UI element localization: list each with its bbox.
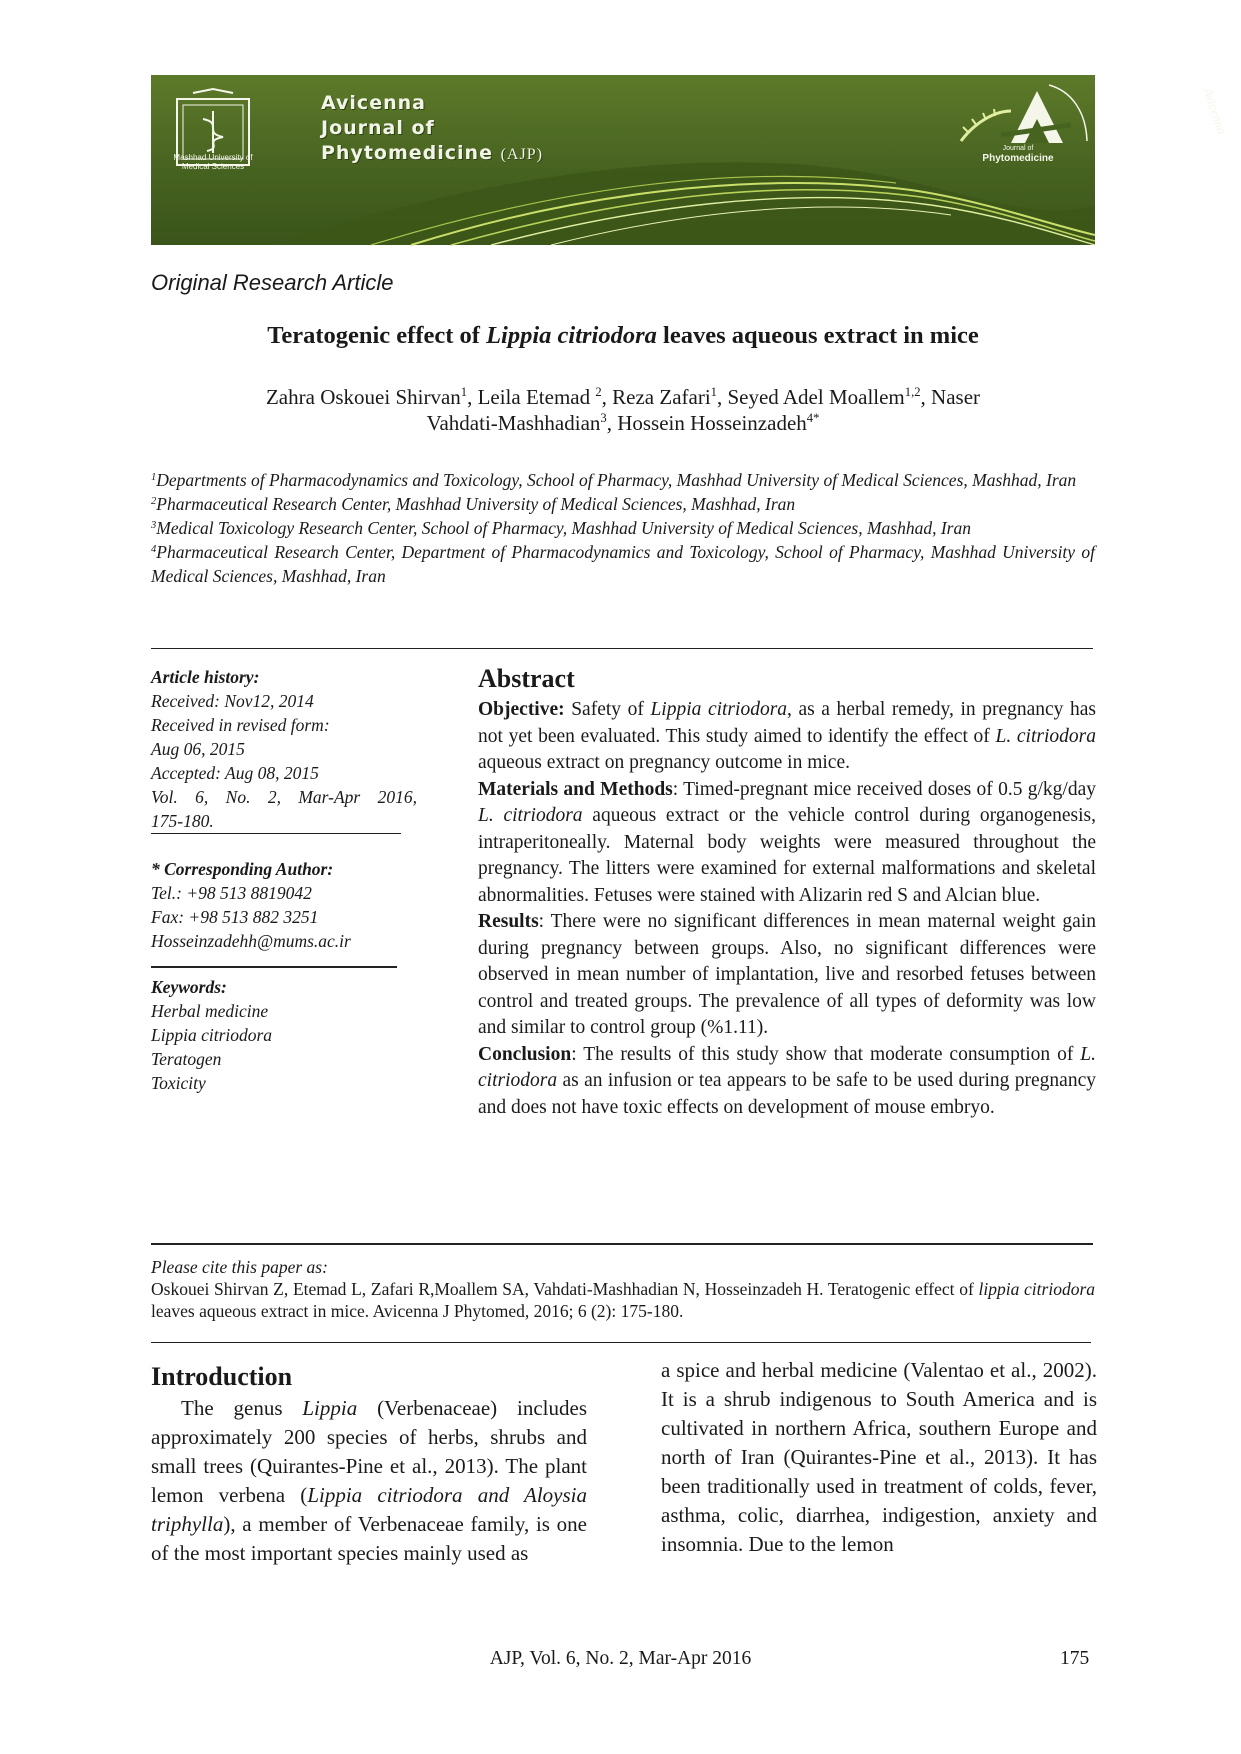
university-seal-icon (167, 89, 259, 207)
citation-pre: Oskouei Shirvan Z, Etemad L, Zafari R,Moallem SA, Vahdati-Mashhadian N, Hosseinzadeh H. Teratogenic effect of (151, 1279, 979, 1299)
author-2: , Leila Etemad (467, 385, 596, 409)
divider-history (151, 833, 401, 834)
title-species: Lippia citriodora (486, 322, 657, 349)
journal-banner (151, 75, 1230, 245)
methods-text: aqueous extract or the vehicle control during organogenesis, intraperitoneally. Maternal body weights were measured throughout the pregnancy. The litters were examined for external malformations and skeletal abnormalities. Fetuses were stained with Alizarin red S and Alcian blue. (478, 805, 1096, 906)
journal-name (321, 91, 543, 167)
objective-species: L. citriodora (995, 725, 1096, 747)
abstract-heading: Abstract (478, 664, 575, 693)
affiliation-2 (151, 492, 1095, 516)
affiliation-1 (151, 468, 1095, 492)
conclusion-text: : The results of this study show that moderate consumption of (571, 1043, 1081, 1065)
citation-text (151, 1278, 1095, 1322)
citation-label: Please cite this paper as: (151, 1257, 328, 1277)
history-heading: Article history: (151, 667, 260, 687)
author-3-affil: 1 (710, 385, 717, 400)
affiliations (151, 468, 1095, 588)
results-label: Results (478, 911, 539, 932)
corresponding-tel: Tel.: +98 513 8819042 (151, 883, 312, 903)
citation-post: leaves aqueous extract in mice. Avicenna J Phytomed, 2016; 6 (2): 175-180. (151, 1301, 684, 1321)
seal-caption: Mashhad University of Medical Sciences (173, 153, 253, 171)
history-pages: 175-180. (151, 811, 214, 831)
keyword-item: Teratogen (151, 1049, 222, 1069)
author-list (151, 384, 1095, 436)
intro-text: (Verbenaceae) includes approximately 200 species of herbs, shrubs and small trees (Quirantes-Pine et al., 2013). The plant lemon verbena ( (151, 1396, 587, 1507)
objective-species: Lippia citriodora (650, 699, 788, 720)
conclusion-text: as an infusion or tea appears to be safe to be used during pregnancy and does not have toxic effects on development of mouse embryo. (478, 1070, 1096, 1118)
journal-name-line1: Avicenna (321, 92, 426, 114)
affiliation-4 (151, 540, 1095, 588)
objective-text: , as a herbal remedy, in pregnancy has not yet been evaluated. This study aimed to identify the effect of (478, 699, 1096, 747)
author-5-last: Vahdati-Mashhadian (426, 411, 601, 435)
paper-title (151, 322, 1095, 350)
logo-caption-small: Journal of (1002, 145, 1034, 152)
page-number: 175 (1060, 1648, 1090, 1669)
citation-block (151, 1256, 1095, 1322)
history-received: Received: Nov12, 2014 (151, 691, 314, 711)
methods-text: : Timed-pregnant mice received doses of 0.5 g/kg/day (672, 778, 1096, 800)
affiliation-3 (151, 516, 1095, 540)
author-1: Zahra Oskouei Shirvan (265, 385, 461, 409)
history-accepted: Accepted: Aug 08, 2015 (151, 763, 319, 783)
affiliation-4-text: Pharmaceutical Research Center, Department of Pharmacodynamics and Toxicology, School of Pharmacy, Mashhad University of Medical Sciences, Mashhad, Iran (151, 542, 1095, 586)
history-revised-date: Aug 06, 2015 (151, 739, 245, 759)
objective-text: Safety of (564, 699, 651, 720)
affiliation-3-text: Medical Toxicology Research Center, School of Pharmacy, Mashhad University of Medical Sciences, Mashhad, Iran (156, 518, 971, 538)
methods-species: L. citriodora (478, 805, 583, 826)
divider-abstract (151, 1243, 1093, 1245)
journal-name-line2: Journal of (321, 117, 435, 139)
objective-label: Objective: (478, 699, 565, 720)
author-4-affil: 1,2 (904, 385, 921, 400)
citation-species: lippia citriodora (978, 1279, 1096, 1299)
abstract-objective (478, 697, 1096, 777)
introduction-continued: a spice and herbal medicine (Valentao et al., 2002). It is a shrub indigenous to South America and is cultivated in northern Africa, southern Europe and north of Iran (Quirantes-Pine et al., 2013). It has been traditionally used in treatment of colds, fever, asthma, colic, diarrhea, indigestion, anxiety and insomnia. Due to the lemon (661, 1358, 1097, 1556)
affiliation-1-num: 1 (151, 471, 157, 483)
keywords-heading: Keywords: (151, 977, 227, 997)
keyword-item: Toxicity (151, 1073, 206, 1093)
introduction-heading: Introduction (151, 1362, 293, 1391)
conclusion-label: Conclusion (478, 1043, 572, 1065)
history-revised-label: Received in revised form: (151, 715, 330, 735)
author-6-affil: 4* (806, 411, 820, 426)
abstract-methods (478, 777, 1096, 910)
intro-text: The genus (181, 1396, 303, 1420)
history-volume: Vol. 6, No. 2, Mar-Apr 2016, (151, 787, 417, 807)
journal-abbr: (AJP) (500, 146, 543, 163)
affiliation-1-text: Departments of Pharmacodynamics and Toxicology, School of Pharmacy, Mashhad University of Medical Sciences, Mashhad, Iran (156, 470, 1077, 490)
abstract (478, 662, 1096, 1121)
author-1-affil: 1 (460, 385, 468, 400)
keywords (151, 975, 421, 1095)
corresponding-heading: * Corresponding Author: (151, 859, 334, 879)
abstract-results (478, 909, 1096, 1042)
results-text: : There were no significant differences in mean maternal weight gain during pregnancy between groups. Also, no significant differences were observed in mean number of implantation, live and resorbed fetuses between control and treated groups. The prevalence of all types of deformity was low and similar to control group (%1.11). (478, 911, 1096, 1038)
author-4: , Seyed Adel Moallem (716, 385, 905, 409)
introduction-paragraph (151, 1394, 587, 1568)
journal-name-line3: Phytomedicine (321, 142, 493, 164)
introduction-left-column (151, 1360, 587, 1568)
corresponding-email[interactable]: Hosseinzadehh@mums.ac.ir (151, 931, 351, 951)
article-info-sidebar (151, 665, 421, 1095)
divider-corresponding (151, 966, 397, 968)
logo-caption-big: Phytomedicine (982, 153, 1054, 164)
article-type: Original Research Article (151, 270, 394, 295)
objective-text: aqueous extract on pregnancy outcome in mice. (478, 752, 850, 773)
keyword-item: Lippia citriodora (151, 1025, 273, 1045)
article-history (151, 665, 421, 833)
keyword-item: Herbal medicine (151, 1001, 269, 1021)
author-2-affil: 2 (595, 385, 602, 400)
affiliation-4-num: 4 (151, 543, 157, 555)
intro-species: Lippia citriodora and Aloysia triphylla (151, 1483, 587, 1536)
logo-caption (963, 145, 1073, 165)
divider-citation (151, 1342, 1091, 1343)
author-5-affil: 3 (600, 411, 607, 426)
corresponding-fax: Fax: +98 513 882 3251 (151, 907, 319, 927)
methods-label: Materials and Methods (478, 778, 673, 800)
divider-affiliations (151, 648, 1093, 649)
corresponding-author (151, 857, 421, 953)
footer-journal: AJP, Vol. 6, No. 2, Mar-Apr 2016 (489, 1648, 752, 1669)
affiliation-3-num: 3 (151, 519, 157, 531)
author-3: , Reza Zafari (601, 385, 711, 409)
intro-genus: Lippia (302, 1396, 358, 1420)
affiliation-2-text: Pharmaceutical Research Center, Mashhad University of Medical Sciences, Mashhad, Iran (156, 494, 796, 514)
affiliation-2-num: 2 (151, 495, 157, 507)
author-6: , Hossein Hosseinzadeh (606, 411, 807, 435)
conclusion-species: L. citriodora (478, 1043, 1096, 1091)
introduction-right-column (661, 1356, 1097, 1559)
title-pre: Teratogenic effect of (267, 322, 487, 349)
intro-text: ), a member of Verbenaceae family, is one of the most important species mainly used as (151, 1512, 587, 1565)
abstract-conclusion (478, 1042, 1096, 1122)
logo-vertical-text: Avicenna (1200, 85, 1230, 136)
author-5-first: , Naser (920, 385, 981, 409)
title-post: leaves aqueous extract in mice (656, 322, 979, 349)
